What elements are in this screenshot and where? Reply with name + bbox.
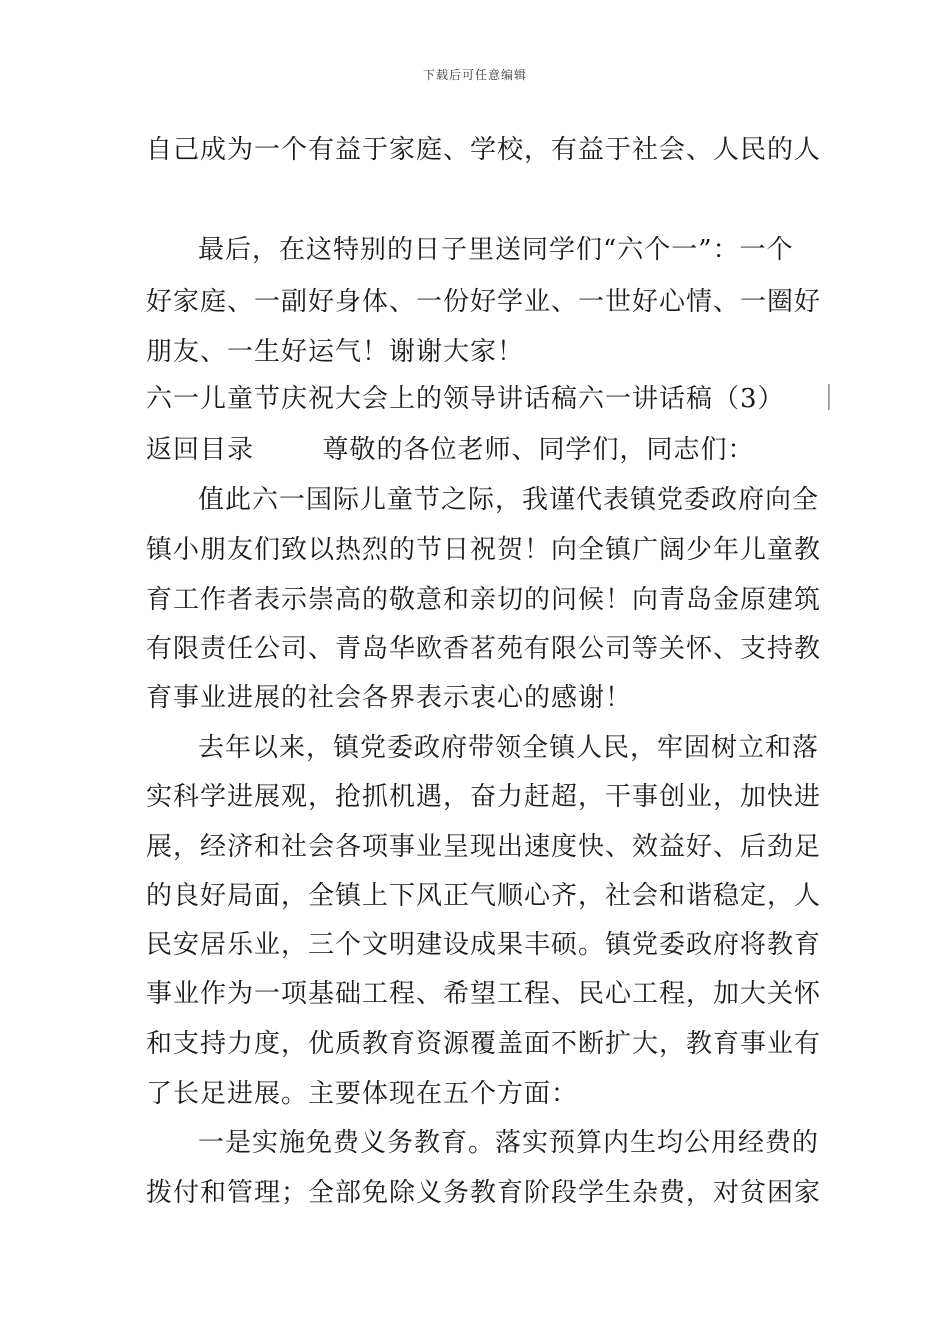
text-line: 事业作为一项基础工程、希望工程、民心工程，加大关怀: [146, 979, 822, 1009]
page-header-note: 下载后可任意编辑: [422, 68, 527, 82]
heading-row: [146, 433, 816, 467]
text-line: 朋友、一生好运气！谢谢大家！: [146, 337, 525, 367]
paragraph-first-line: 最后，在这特别的日子里送同学们“六个一”：一个: [198, 235, 794, 265]
paragraph-first-line: 去年以来，镇党委政府带领全镇人民，牢固树立和落: [198, 733, 820, 763]
text-line: 镇小朋友们致以热烈的节日祝贺！向全镇广阔少年儿童教: [146, 535, 822, 565]
text-line: 和支持力度，优质教育资源覆盖面不断扩大，教育事业有: [146, 1029, 822, 1059]
salutation: 尊敬的各位老师、同学们，同志们：: [322, 435, 755, 465]
section-heading-text: 六一儿童节庆祝大会上的领导讲话稿六一讲话稿（3）: [146, 384, 785, 414]
text-line: 育事业进展的社会各界表示衷心的感谢！: [146, 683, 633, 713]
paragraph-first-line: 一是实施免费义务教育。落实预算内生均公用经费的: [198, 1128, 820, 1158]
text-line: 展，经济和社会各项事业呈现出速度快、效益好、后劲足: [146, 832, 822, 862]
text-line: 的良好局面，全镇上下风正气顺心齐，社会和谐稳定，人: [146, 881, 822, 911]
back-to-contents-link[interactable]: 返回目录: [146, 435, 255, 465]
text-line: 自己成为一个有益于家庭、学校，有益于社会、人民的人: [146, 135, 822, 165]
text-line: 好家庭、一副好身体、一份好学业、一世好心情、一圈好: [146, 287, 822, 317]
text-line: 了长足进展。主要体现在五个方面：: [146, 1079, 579, 1109]
paragraph-first-line: 值此六一国际儿童节之际，我谨代表镇党委政府向全: [198, 485, 820, 515]
separator-bar: ｜: [815, 384, 843, 414]
text-line: 民安居乐业，三个文明建设成果丰硕。镇党委政府将教育: [146, 930, 822, 960]
text-line: 拨付和管理；全部免除义务教育阶段学生杂费，对贫困家: [146, 1178, 822, 1208]
text-line: 实科学进展观，抢抓机遇，奋力赶超，干事创业，加快进: [146, 782, 822, 812]
text-line: 有限责任公司、青岛华欧香茗苑有限公司等关怀、支持教: [146, 634, 822, 664]
section-heading: [146, 382, 843, 416]
text-line: 育工作者表示崇高的敬意和亲切的问候！向青岛金原建筑: [146, 585, 822, 615]
